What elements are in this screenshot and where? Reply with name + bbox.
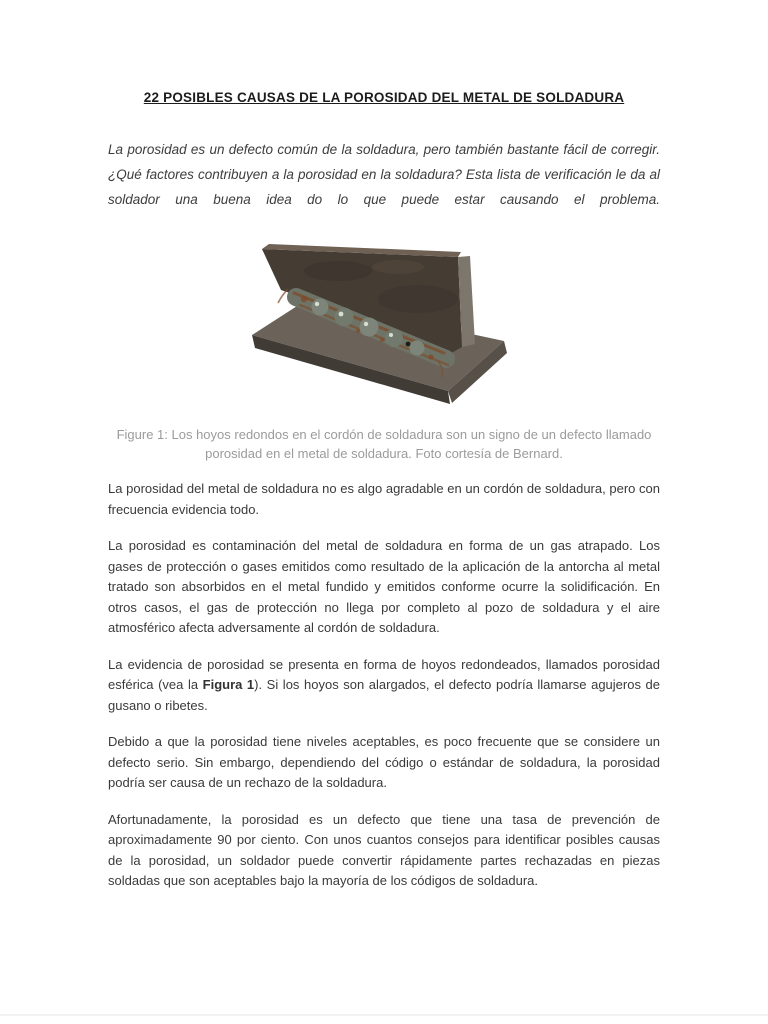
porosity-hole [335,308,354,327]
porosity-hole [385,329,403,347]
web-shading [304,261,372,281]
paragraph-3 [108,655,660,717]
porosity-glint [364,322,368,326]
porosity-glint [339,312,344,317]
rust-speck [301,296,307,302]
paragraph-3-text-before: La evidencia de porosidad se presenta en forma de hoyos redondeados, llamados porosidad esférica (vea la [108,656,660,692]
page-bottom-separator [0,1014,768,1016]
porosity-hole [360,318,379,337]
paragraph-3-text-after: ). Si los hoyos son alargados, el defecto podría llamarse agujeros de gusano o ribetes. [108,677,660,713]
paragraph-1: La porosidad del metal de soldadura no es algo agradable en un cordón de soldadura, pero con frecuencia evidencia todo. [108,481,660,517]
porosity-hole [312,299,329,316]
figure-1 [108,241,660,413]
porosity-glint [315,302,319,306]
figure-1-caption: Figure 1: Los hoyos redondos en el cordón de soldadura son un signo de un defecto llamado porosidad en el metal de soldadura. Foto cortesía de Bernard. [116,427,652,461]
rust-speck [356,329,360,333]
pinhole [406,342,411,347]
rust-speck [428,354,433,359]
intro-paragraph: La porosidad es un defecto común de la soldadura, pero también bastante fácil de corregir. ¿Qué factores contribuyen a la porosidad en la soldadura? Esta lista de verificación le da al soldador una buena idea do lo que puede estar causando el problema. [108,142,660,207]
figure-1-reference: Figura 1 [202,677,255,692]
porosity-glint [389,333,393,337]
weld-porosity-photo [248,241,520,413]
rust-streak [278,289,288,303]
web-highlight [372,260,424,274]
document-title: 22 POSIBLES CAUSAS DE LA POROSIDAD DEL METAL DE SOLDADURA [143,90,625,105]
paragraph-2: La porosidad es contaminación del metal de soldadura en forma de un gas atrapado. Los gases de protección o gases emitidos como resultado de la aplicación de la antorcha al metal tratado son absorbidos en el metal fundido y emitidos conforme ocurre la solidificación. En otros casos, el gas de protección no llega por completo al pozo de soldadura y el aire atmosférico afecta adversamente al cordón de soldadura. [108,538,660,635]
rust-speck [380,338,384,342]
web-shading [378,285,458,313]
porosity-hole [410,341,425,356]
paragraph-4: Debido a que la porosidad tiene niveles aceptables, es poco frecuente que se considere un defecto serio. Sin embargo, dependiendo del código o estándar de soldadura, la porosidad podría ser causa de un rechazo de la soldadura. [108,734,660,790]
paragraph-5: Afortunadamente, la porosidad es un defecto que tiene una tasa de prevención de aproximadamente 90 por ciento. Con unos cuantos consejos para identificar posibles causas de la porosidad, un soldador puede convertir rápidamente partes rechazadas en piezas soldadas que son aceptables bajo la mayoría de los códigos de soldadura. [108,811,660,888]
